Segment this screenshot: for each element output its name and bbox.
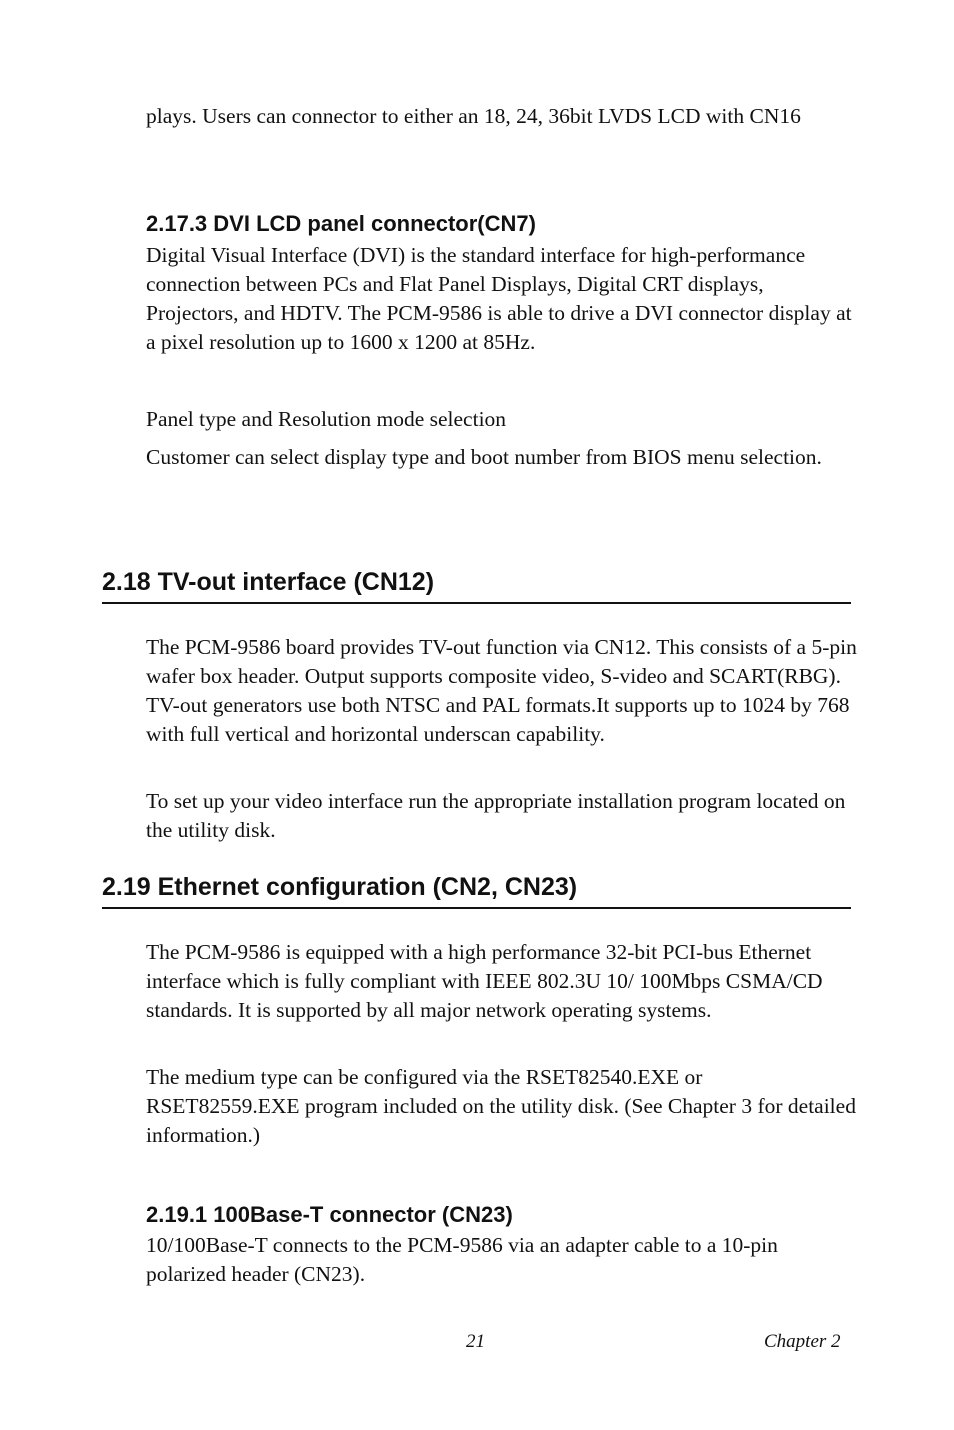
page-number: 21 [466, 1331, 485, 1352]
panel-type-line: Panel type and Resolution mode selection [146, 407, 507, 431]
heading-2-19: 2.19 Ethernet configuration (CN2, CN23) [102, 872, 851, 909]
heading-2-17-3: 2.17.3 DVI LCD panel connector(CN7) [146, 211, 536, 236]
heading-2-18: 2.18 TV-out interface (CN12) [102, 567, 851, 604]
chapter-label: Chapter 2 [764, 1331, 841, 1352]
tv-out-paragraph-1: The PCM-9586 board provides TV-out function via CN12. This consists of a 5-pin wafer box header. Output supports composite video, S-video and SCART(RBG). TV-out generators use both NTSC and PAL formats.It supports up to 1024 by 768 with full vertical and horizontal underscan capability. [146, 635, 857, 746]
base-t-paragraph: 10/100Base-T connects to the PCM-9586 via an adapter cable to a 10-pin polarized header (CN23). [146, 1233, 778, 1286]
tv-out-paragraph-2: To set up your video interface run the appropriate installation program located on the utility disk. [146, 789, 846, 842]
dvi-paragraph: Digital Visual Interface (DVI) is the standard interface for high-performance connection between PCs and Flat Panel Displays, Digital CRT displays, Projectors, and HDTV. The PCM-9586 is able to drive a DVI connector display at a pixel resolution up to 1600 x 1200 at 85Hz. [146, 243, 852, 354]
ethernet-paragraph-2: The medium type can be configured via the RSET82540.EXE or RSET82559.EXE program included on the utility disk. (See Chapter 3 for detailed information.) [146, 1065, 856, 1147]
heading-2-19-1: 2.19.1 100Base-T connector (CN23) [146, 1202, 513, 1227]
ethernet-paragraph-1: The PCM-9586 is equipped with a high performance 32-bit PCI-bus Ethernet interface which is fully compliant with IEEE 802.3U 10/ 100Mbps CSMA/CD standards. It is supported by all major network operating systems. [146, 940, 823, 1022]
intro-paragraph: plays. Users can connector to either an 18, 24, 36bit LVDS LCD with CN16 [146, 104, 801, 128]
customer-paragraph: Customer can select display type and boot number from BIOS menu selection. [146, 445, 822, 469]
